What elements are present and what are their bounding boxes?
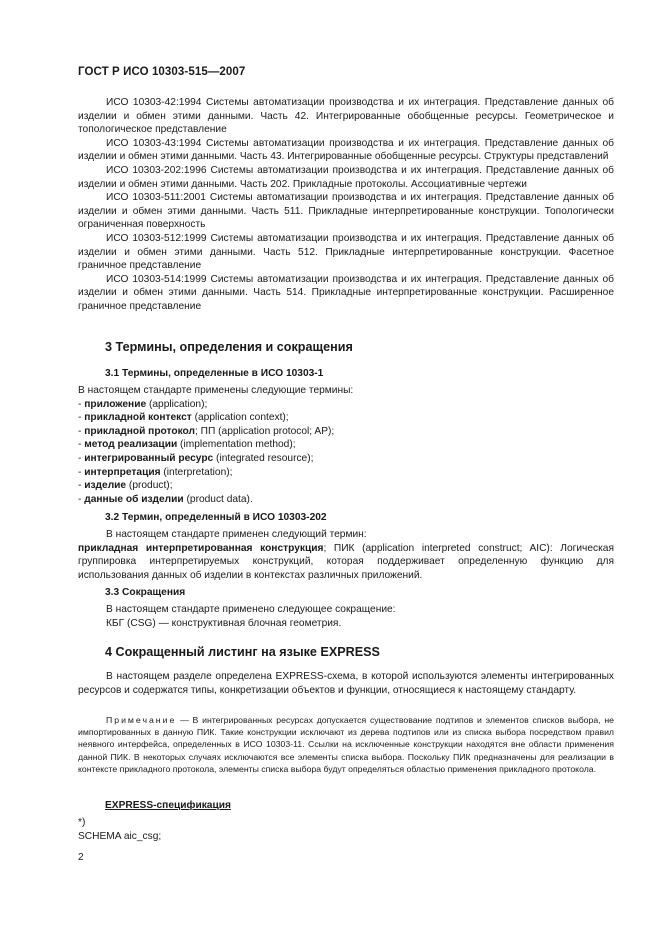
term-name: изделие	[84, 480, 127, 492]
subsection-3-3-heading: 3.3 Сокращения	[105, 587, 186, 598]
term-english: (application context);	[191, 412, 289, 424]
reference-item: ИСО 10303-511:2001 Системы автоматизации производства и их интеграция. Представление данных об изделии и обмен этими данными. Часть 511. Прикладные интерпретированные конструкции. Топологически ограниченная поверхность	[78, 192, 614, 231]
section-3-heading: 3 Термины, определения и сокращения	[105, 340, 353, 354]
subsection-3-2-heading: 3.2 Термин, определенный в ИСО 10303-202	[105, 512, 327, 523]
abbreviation: КБГ (CSG) — конструктивная блочная геометрия.	[106, 617, 342, 629]
term-intro: В настоящем стандарте применен следующий термин:	[106, 529, 367, 540]
term-english: (product);	[126, 480, 173, 492]
subsection-3-3-body	[78, 603, 614, 630]
normative-references	[78, 96, 614, 314]
term-name: прикладная интерпретированная конструкция	[78, 542, 324, 554]
term-name: прикладной контекст	[84, 412, 192, 424]
term-english: (application);	[146, 398, 208, 410]
term-item: - приложение (application);	[78, 398, 208, 410]
reference-item: ИСО 10303-514:1999 Системы автоматизации производства и их интеграция. Представление данных об изделии и обмен этими данными. Часть 514. Прикладные интерпретированные конструкции. Расширенное граничное представление	[78, 273, 614, 312]
page-header: ГОСТ Р ИСО 10303-515—2007	[78, 66, 246, 78]
term-english: (interpretation);	[160, 466, 233, 478]
code-line: *)	[78, 817, 86, 828]
term-item: - интегрированный ресурс (integrated resource);	[78, 452, 314, 464]
term-name: приложение	[84, 398, 147, 410]
term-english: ; ПП (application protocol; AP);	[195, 425, 335, 437]
term-english: (implementation method);	[177, 439, 296, 451]
term-item: - данные об изделии (product data).	[78, 493, 253, 505]
express-spec-heading: EXPRESS-спецификация	[105, 800, 231, 811]
section-4-body	[78, 670, 614, 697]
express-code	[78, 816, 161, 843]
term-name: метод реализации	[84, 439, 178, 451]
abbr-intro: В настоящем стандарте применено следующее сокращение:	[106, 604, 396, 615]
definition-text: ; ПИК (application interpreted construct; AIC): Логическая группировка интерпретируемых конструкций, которая поддерживает определенную функцию для использования данных об изделии в контекстах различных приложений.	[78, 542, 614, 581]
section-4-heading: 4 Сокращенный листинг на языке EXPRESS	[105, 645, 380, 659]
note-text: — В интегрированных ресурсах допускается существование подтипов и элементов списков выбора, не импортированных в данную ПИК. Такие конструкции исключают из дерева подтипов или из списка выбора посредством правил неявного интерфейса, определенных в ИСО 10303-11. Ссылки на исключенные конструкции находятся вне области применения данной ПИК. В некоторых случаях исключаются все элементы списка выбора. Поскольку ПИК предназначены для реализации в контексте прикладного протокола, элементы списка выбора будут определяться областью применения прикладного протокола.	[78, 715, 614, 774]
term-name: прикладной протокол	[84, 425, 195, 437]
note-label: Примечание	[106, 715, 177, 725]
note	[78, 714, 614, 775]
term-item: - прикладной протокол; ПП (application protocol; AP);	[78, 425, 335, 437]
term-item: - интерпретация (interpretation);	[78, 466, 233, 478]
code-line: SCHEMA aic_csg;	[78, 830, 162, 842]
term-english: (integrated resource);	[213, 452, 314, 464]
term-name: интерпретация	[84, 466, 161, 478]
term-item: - метод реализации (implementation method);	[78, 439, 296, 451]
section-4-paragraph: В настоящем разделе определена EXPRESS-схема, в которой используются элементы интегрированных ресурсов и содержатся типы, конкретизации объектов и функции, относящиеся к настоящему стандарту.	[78, 671, 614, 696]
subsection-3-1-body	[78, 384, 614, 506]
subsection-3-2-body	[78, 528, 614, 582]
terms-list	[78, 398, 614, 507]
page-number: 2	[78, 852, 84, 863]
terms-intro: В настоящем стандарте применены следующие термины:	[78, 385, 354, 396]
reference-item: ИСО 10303-43:1994 Системы автоматизации производства и их интеграция. Представление данных об изделии и обмен этими данными. Часть 43. Интегрированные обобщенные ресурсы. Структуры представлений	[78, 137, 614, 163]
reference-item: ИСО 10303-42:1994 Системы автоматизации производства и их интеграция. Представление данных об изделии и обмен этими данными. Часть 42. Интегрированные обобщенные ресурсы. Геометрическое и топологическое представление	[78, 97, 614, 136]
reference-item: ИСО 10303-512:1999 Системы автоматизации производства и их интеграция. Представление данных об изделии и обмен этими данными. Часть 512. Прикладные интерпретированные конструкции. Фасетное граничное представление	[78, 232, 614, 272]
term-item: - прикладной контекст (application context);	[78, 412, 289, 424]
term-english: (product data).	[183, 493, 253, 505]
term-item: - изделие (product);	[78, 480, 173, 492]
term-definition	[78, 542, 614, 583]
reference-item: ИСО 10303-202:1996 Системы автоматизации производства и их интеграция. Представление данных об изделии и обмен этими данными. Часть 202. Прикладные протоколы. Ассоциативные чертежи	[78, 164, 614, 190]
term-name: данные об изделии	[84, 493, 184, 505]
subsection-3-1-heading: 3.1 Термины, определенные в ИСО 10303-1	[105, 368, 324, 379]
term-name: интегрированный ресурс	[84, 452, 214, 464]
